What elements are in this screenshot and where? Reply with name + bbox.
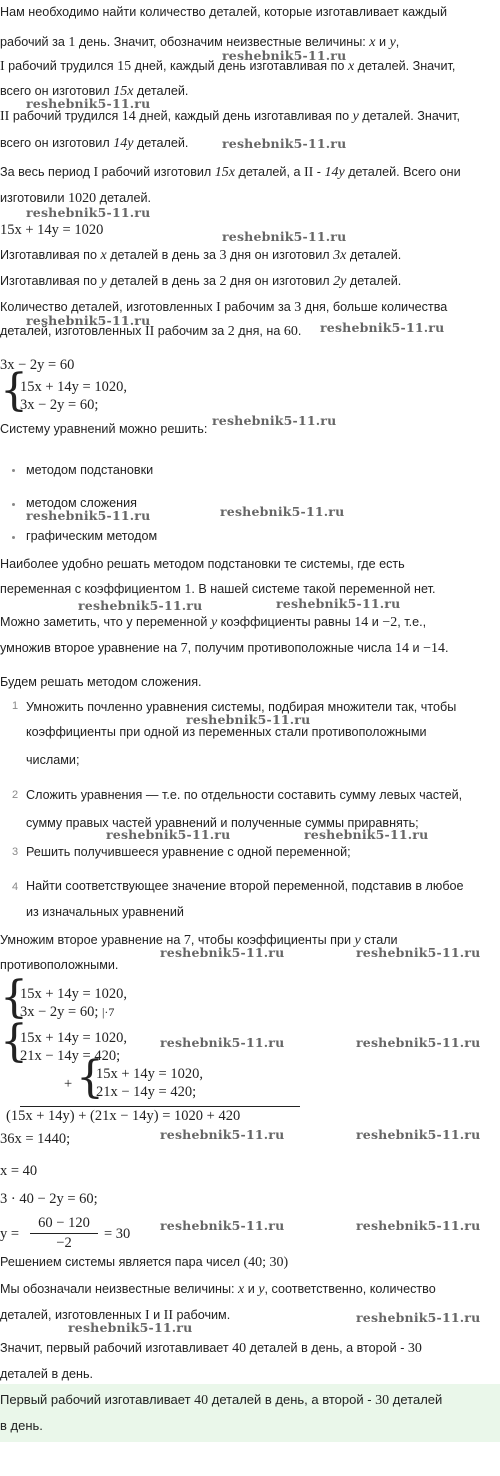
equation-7 <box>0 1214 180 1254</box>
system-eq-2: 21x − 14y = 420; <box>20 1048 121 1064</box>
step-1-line-3: числами; <box>26 753 80 767</box>
step-number: 1 <box>12 700 19 712</box>
system-eq-1: 15x + 14y = 1020, <box>96 1066 203 1082</box>
three-days-line: Изготавливая по x деталей в день за 3 дня он изготовил 3x деталей. <box>0 248 402 263</box>
step-4-line-1: Найти соответствующее значение второй переменной, подставив в любое <box>26 879 464 893</box>
step-4-line-2: из изначальных уравнений <box>26 905 184 919</box>
method-item: методом сложения <box>26 496 137 510</box>
system-1 <box>0 365 200 419</box>
equation-3: (15x + 14y) + (21x − 14y) = 1020 + 420 <box>6 1108 241 1124</box>
watermark: reshebnik5-11.ru <box>160 1035 285 1050</box>
system-eq-1: 15x + 14y = 1020, <box>20 1030 127 1046</box>
bullet-icon <box>12 503 15 506</box>
intro-line-1: Нам необходимо найти количество деталей, которые изготавливает каждый <box>0 5 448 19</box>
system-eq-1: 15x + 14y = 1020, <box>20 379 127 395</box>
method-item: методом подстановки <box>26 463 154 477</box>
equation-1: 15x + 14y = 1020 <box>0 222 104 238</box>
eq7-numerator: 60 − 120 <box>38 1215 90 1231</box>
watermark: reshebnik5-11.ru <box>304 827 429 842</box>
watermark: reshebnik5-11.ru <box>160 1127 285 1142</box>
notice-line-1: Можно заметить, что у переменной y коэффициенты равны 14 и −2, т.е., <box>0 615 427 630</box>
watermark: reshebnik5-11.ru <box>212 413 337 428</box>
methods-intro: Систему уравнений можно решить: <box>0 422 208 436</box>
watermark: reshebnik5-11.ru <box>356 1218 481 1233</box>
watermark: reshebnik5-11.ru <box>78 598 203 613</box>
system-eq-2: 3x − 2y = 60; <box>20 397 99 413</box>
watermark: reshebnik5-11.ru <box>320 320 445 335</box>
conclusion-line-2: деталей в день. <box>0 1367 94 1381</box>
step-number: 3 <box>12 846 19 858</box>
equation-6: 3 · 40 − 2y = 60; <box>0 1191 98 1207</box>
system-4 <box>0 1052 260 1106</box>
equation-2: 3x − 2y = 60 <box>0 357 75 373</box>
step-1-line-1: Умножить почленно уравнения системы, подбирая множители так, чтобы <box>26 700 457 714</box>
substitution-line-1: Наиболее удобно решать методом подстановки те системы, где есть <box>0 557 405 571</box>
bullet-icon <box>12 469 15 472</box>
watermark: reshebnik5-11.ru <box>356 945 481 960</box>
difference-line-1: Количество деталей, изготовленных I рабочим за 3 дня, больше количества <box>0 300 448 315</box>
total-line-1: За весь период I рабочий изготовил 15x деталей, а II - 14y деталей. Всего они <box>0 165 461 180</box>
system-brace: { <box>0 1016 28 1067</box>
worker1-line-1: I рабочий трудился 15 дней, каждый день изготавливая по x деталей. Значит, <box>0 59 456 74</box>
substitution-line-2: переменная с коэффициентом 1. В нашей системе такой переменной нет. <box>0 582 436 597</box>
eq7-rhs: = 30 <box>104 1226 131 1242</box>
notice-line-2: умножив второе уравнение на 7, получим противоположные числа 14 и −14. <box>0 641 449 656</box>
bullet-icon <box>12 536 15 539</box>
difference-line-2: деталей, изготовленных II рабочим за 2 дня, на 60. <box>0 324 302 339</box>
system-eq-1: 15x + 14y = 1020, <box>20 986 127 1002</box>
worker1-line-2: всего он изготовил 15x деталей. <box>0 84 189 99</box>
watermark: reshebnik5-11.ru <box>26 96 151 111</box>
solution-pair-line: Решением системы является пара чисел (40; 30) <box>0 1255 289 1270</box>
watermark: reshebnik5-11.ru <box>222 48 347 63</box>
worker2-line-1: II рабочий трудился 14 дней, каждый день изготавливая по y деталей. Значит, <box>0 109 461 124</box>
intro-line-2: рабочий за 1 день. Значит, обозначим неизвестные величины: x и y, <box>0 35 400 50</box>
watermark: reshebnik5-11.ru <box>106 827 231 842</box>
step-2-line-1: Сложить уравнения — т.е. по отдельности составить сумму левых частей, <box>26 788 463 802</box>
equation-5: x = 40 <box>0 1163 38 1179</box>
step-number: 2 <box>12 789 19 801</box>
step-1-line-2: коэффициенты при одной из переменных стали противоположными <box>26 725 427 739</box>
watermark: reshebnik5-11.ru <box>160 945 285 960</box>
eq7-denominator: −2 <box>56 1235 72 1251</box>
watermark: reshebnik5-11.ru <box>276 596 401 611</box>
step-3-line-1: Решить получившееся уравнение с одной переменной; <box>26 845 351 859</box>
answer-box <box>0 1384 500 1442</box>
answer-line-1: Первый рабочий изготавливает 40 деталей в день, а второй - 30 деталей <box>0 1392 443 1408</box>
conclusion-line-1: Значит, первый рабочий изготавливает 40 деталей в день, а второй - 30 <box>0 1341 422 1356</box>
system-2 <box>0 972 220 1026</box>
watermark: reshebnik5-11.ru <box>26 313 151 328</box>
system-eq-2: 21x − 14y = 420; <box>96 1084 197 1100</box>
watermark: reshebnik5-11.ru <box>222 229 347 244</box>
watermark: reshebnik5-11.ru <box>26 508 151 523</box>
method-item: графическим методом <box>26 529 158 543</box>
recall-line-2: деталей, изготовленных I и II рабочим. <box>0 1308 231 1323</box>
addition-intro: Будем решать методом сложения. <box>0 675 202 689</box>
watermark: reshebnik5-11.ru <box>68 1320 193 1335</box>
system-brace: { <box>76 1052 104 1103</box>
watermark: reshebnik5-11.ru <box>220 504 345 519</box>
plus-sign: + <box>64 1076 73 1092</box>
equation-4: 36x = 1440; <box>0 1131 71 1147</box>
watermark: reshebnik5-11.ru <box>356 1310 481 1325</box>
watermark: reshebnik5-11.ru <box>160 1218 285 1233</box>
step-2-line-2: сумму правых частей уравнений и полученные суммы приравнять; <box>26 816 419 830</box>
system-brace: { <box>0 365 28 416</box>
worker2-line-2: всего он изготовил 14y деталей. <box>0 136 189 151</box>
multiply-line-2: противоположными. <box>0 958 119 972</box>
watermark: reshebnik5-11.ru <box>356 1035 481 1050</box>
watermark: reshebnik5-11.ru <box>26 205 151 220</box>
watermark: reshebnik5-11.ru <box>356 1127 481 1142</box>
watermark: reshebnik5-11.ru <box>186 712 311 727</box>
eq7-lhs: y = <box>0 1226 20 1242</box>
system-brace: { <box>0 972 28 1023</box>
total-line-2: изготовили 1020 деталей. <box>0 191 152 206</box>
step-number: 4 <box>12 881 19 893</box>
answer-line-2: в день. <box>0 1418 43 1433</box>
multiply-line-1: Умножим второе уравнение на 7, чтобы коэффициенты при y стали <box>0 933 398 948</box>
two-days-line: Изготавливая по y деталей в день за 2 дня он изготовил 2y деталей. <box>0 274 402 289</box>
system-eq-2: 3x − 2y = 60; |·7 <box>20 1004 115 1020</box>
watermark: reshebnik5-11.ru <box>222 136 347 151</box>
recall-line-1: Мы обозначали неизвестные величины: x и y, соответственно, количество <box>0 1282 436 1297</box>
